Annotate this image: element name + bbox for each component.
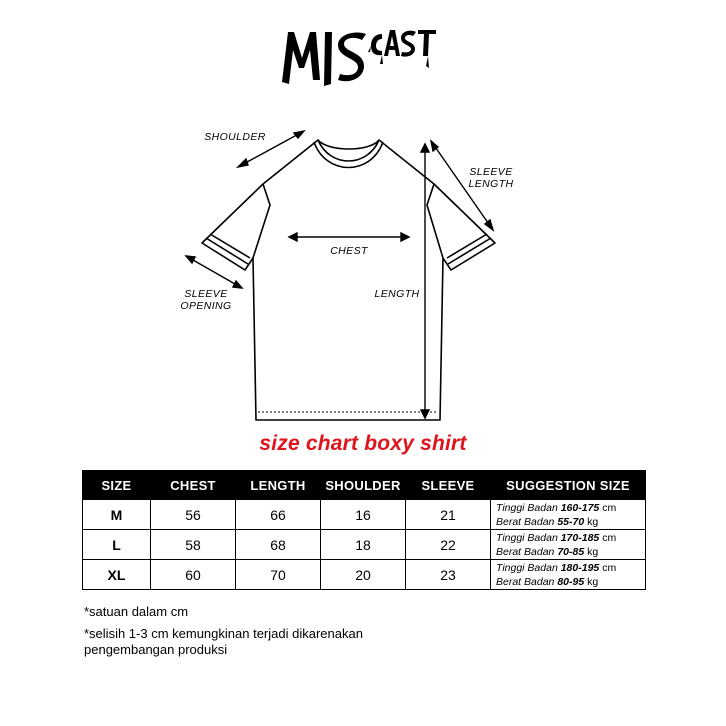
header-chest: CHEST	[151, 471, 236, 500]
cell-length: 70	[236, 560, 321, 590]
weight-value: 70-85	[557, 545, 585, 558]
cell-chest: 60	[151, 560, 236, 590]
weight-label: Berat Badan	[496, 515, 555, 528]
weight-unit: kg	[587, 545, 599, 558]
table-row	[83, 560, 646, 590]
height-unit: cm	[602, 561, 617, 574]
size-table	[82, 470, 646, 590]
length-label: LENGTH	[374, 288, 420, 300]
height-label: Tinggi Badan	[496, 561, 558, 574]
cell-length: 66	[236, 500, 321, 530]
weight-unit: kg	[587, 575, 599, 588]
tshirt-outline	[202, 140, 495, 420]
cell-size: L	[83, 530, 151, 560]
cell-shoulder: 16	[321, 500, 406, 530]
header-size: SIZE	[83, 471, 151, 500]
cell-suggestion	[491, 500, 646, 530]
weight-label: Berat Badan	[496, 575, 555, 588]
header-shoulder: SHOULDER	[321, 471, 406, 500]
weight-label: Berat Badan	[496, 545, 555, 558]
cell-chest: 56	[151, 500, 236, 530]
cell-suggestion	[491, 530, 646, 560]
table-row	[83, 530, 646, 560]
size-chart-title: size chart boxy shirt	[259, 432, 467, 455]
cell-suggestion	[491, 560, 646, 590]
height-unit: cm	[602, 531, 617, 544]
cell-shoulder: 18	[321, 530, 406, 560]
height-value: 180-195	[560, 561, 600, 574]
cell-size: XL	[83, 560, 151, 590]
height-unit: cm	[602, 501, 617, 514]
height-label: Tinggi Badan	[496, 531, 558, 544]
cell-chest: 58	[151, 530, 236, 560]
sleeve-length-label: SLEEVE LENGTH	[468, 166, 514, 190]
cell-sleeve: 21	[406, 500, 491, 530]
header-length: LENGTH	[236, 471, 321, 500]
shoulder-label: SHOULDER	[204, 131, 266, 143]
cell-length: 68	[236, 530, 321, 560]
cell-shoulder: 20	[321, 560, 406, 590]
cell-sleeve: 22	[406, 530, 491, 560]
cell-size: M	[83, 500, 151, 530]
height-label: Tinggi Badan	[496, 501, 558, 514]
height-value: 160-175	[560, 501, 600, 514]
cell-sleeve: 23	[406, 560, 491, 590]
sleeve-opening-label: SLEEVE OPENING	[180, 288, 232, 312]
weight-unit: kg	[587, 515, 599, 528]
chest-label: CHEST	[318, 245, 380, 257]
height-value: 170-185	[560, 531, 600, 544]
unit-note: *satuan dalam cm	[84, 604, 189, 619]
table-row	[83, 500, 646, 530]
table-header-row	[83, 471, 646, 500]
weight-value: 80-95	[557, 575, 585, 588]
header-suggestion-size: SUGGESTION SIZE	[491, 471, 646, 500]
weight-value: 55-70	[557, 515, 585, 528]
header-sleeve: SLEEVE	[406, 471, 491, 500]
tolerance-note: *selisih 1-3 cm kemungkinan terjadi dikarenakan pengembangan produksi	[84, 626, 363, 657]
